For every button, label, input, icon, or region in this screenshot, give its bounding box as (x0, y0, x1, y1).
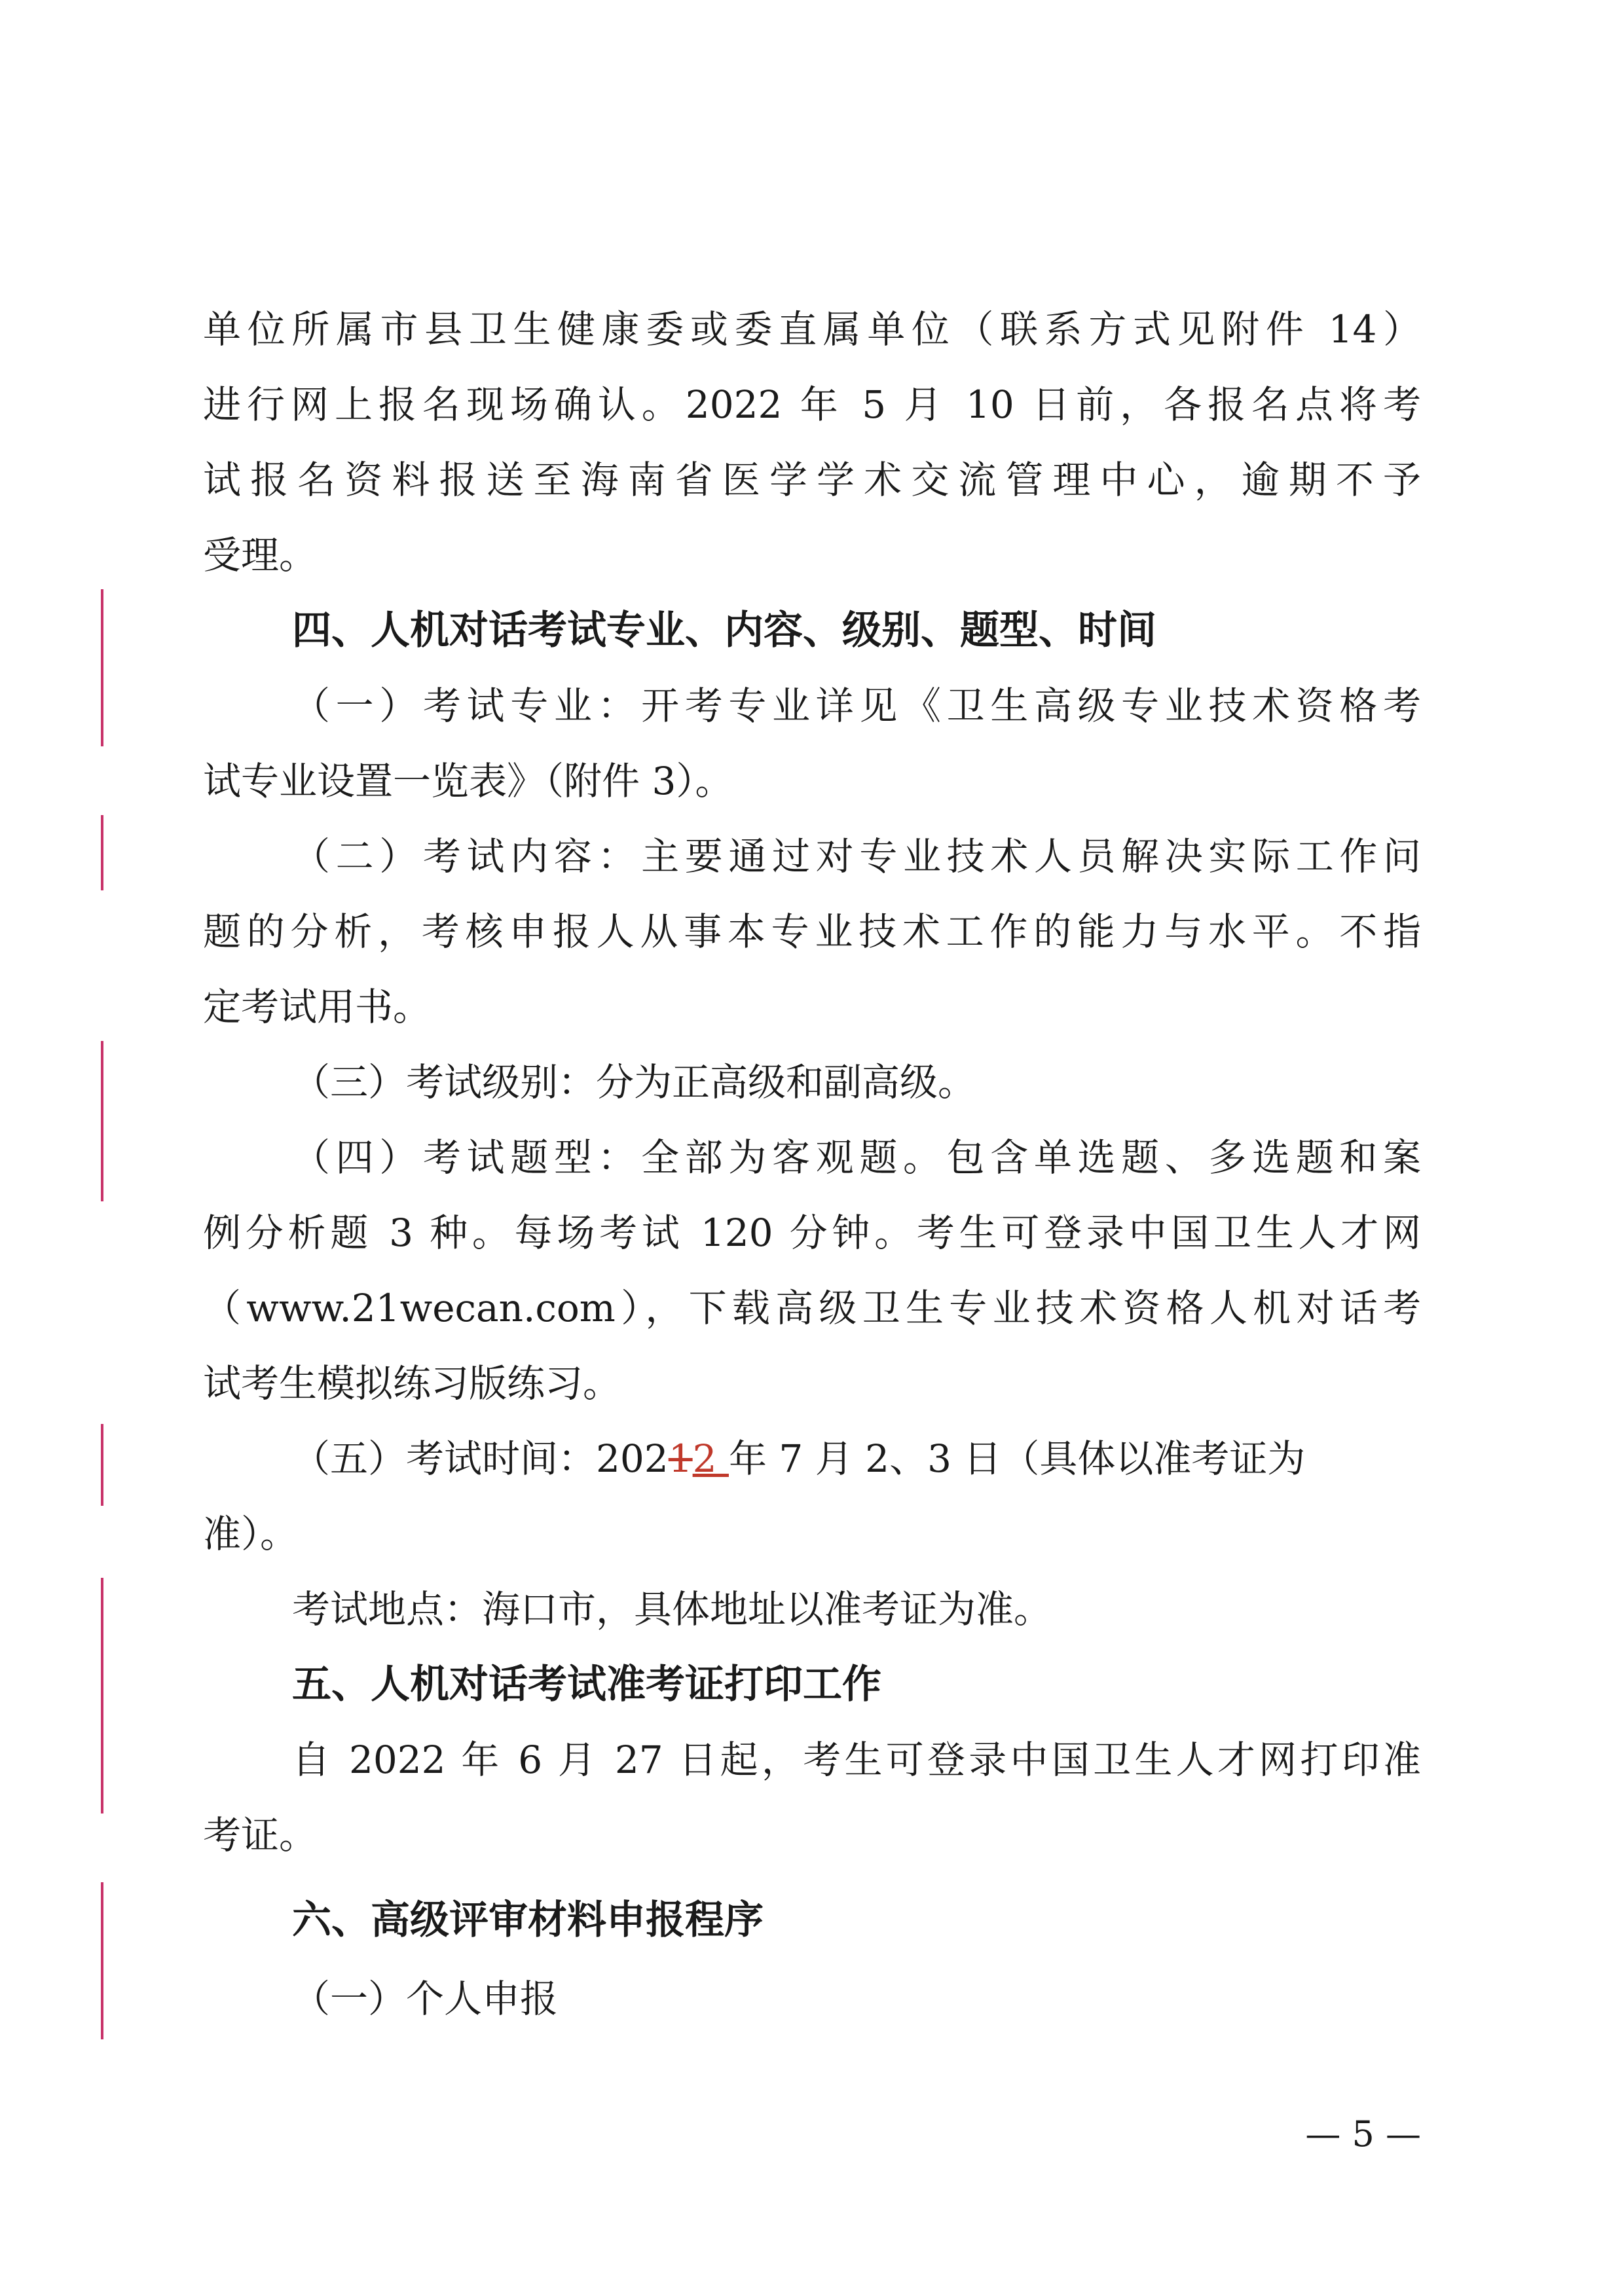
paragraph-line: 试报名资料报送至海南省医学学术交流管理中心，逾期不予 (203, 458, 1421, 502)
paragraph-line: （一）考试专业：开考专业详见《卫生高级专业技术资格考 (292, 683, 1421, 728)
paragraph-line: （三）考试级别：分为正高级和副高级。 (292, 1060, 976, 1104)
subsection-heading: （一）个人申报 (292, 1977, 559, 2021)
paragraph-line: 进行网上报名现场确认。2022 年 5 月 10 日前，各报名点将考 (203, 382, 1421, 427)
text-run: 年 7 月 2、3 日（具体以准考证为 (728, 1436, 1306, 1481)
paragraph-line: 考证。 (203, 1813, 318, 1857)
paragraph-line: 考试地点：海口市，具体地址以准考证为准。 (292, 1587, 1052, 1631)
paragraph-line: 自 2022 年 6 月 27 日起，考生可登录中国卫生人才网打印准 (292, 1738, 1421, 1782)
section-heading: 五、人机对话考试准考证打印工作 (292, 1662, 881, 1707)
section-heading: 四、人机对话考试专业、内容、级别、题型、时间 (292, 608, 1156, 653)
revision-bar (101, 1041, 103, 1201)
paragraph-line: 受理。 (203, 533, 318, 577)
paragraph-line: 定考试用书。 (203, 985, 432, 1029)
text-run: （五）考试时间：202 (292, 1436, 669, 1481)
deleted-text: 1 (668, 1436, 693, 1481)
paragraph-line: 试专业设置一览表》（附件 3）。 (203, 759, 733, 803)
paragraph-line: （二）考试内容：主要通过对专业技术人员解决实际工作问 (292, 834, 1421, 879)
paragraph-line: 题的分析，考核申报人从事本专业技术工作的能力与水平。不指 (203, 909, 1421, 954)
revision-bar (101, 1578, 103, 1813)
paragraph-line-tracked (292, 1432, 1421, 1485)
paragraph-line: 准）。 (203, 1512, 299, 1556)
paragraph-line: （www.21wecan.com），下载高级卫生专业技术资格人机对话考 (203, 1286, 1421, 1330)
paragraph-line: （四）考试题型：全部为客观题。包含单选题、多选题和案 (292, 1135, 1421, 1180)
revision-bar (101, 589, 103, 746)
revision-bar (101, 1424, 103, 1506)
revision-bar (101, 1882, 103, 2039)
section-heading: 六、高级评审材料申报程序 (292, 1897, 764, 1943)
paragraph-line: 试考生模拟练习版练习。 (203, 1361, 621, 1406)
revision-bar (101, 815, 103, 890)
page-number: — 5 — (1305, 2113, 1421, 2155)
inserted-text: 2 (692, 1436, 729, 1481)
paragraph-line: 例分析题 3 种。每场考试 120 分钟。考生可登录中国卫生人才网 (203, 1211, 1421, 1255)
paragraph-line: 单位所属市县卫生健康委或委直属单位（联系方式见附件 14） (203, 307, 1421, 352)
